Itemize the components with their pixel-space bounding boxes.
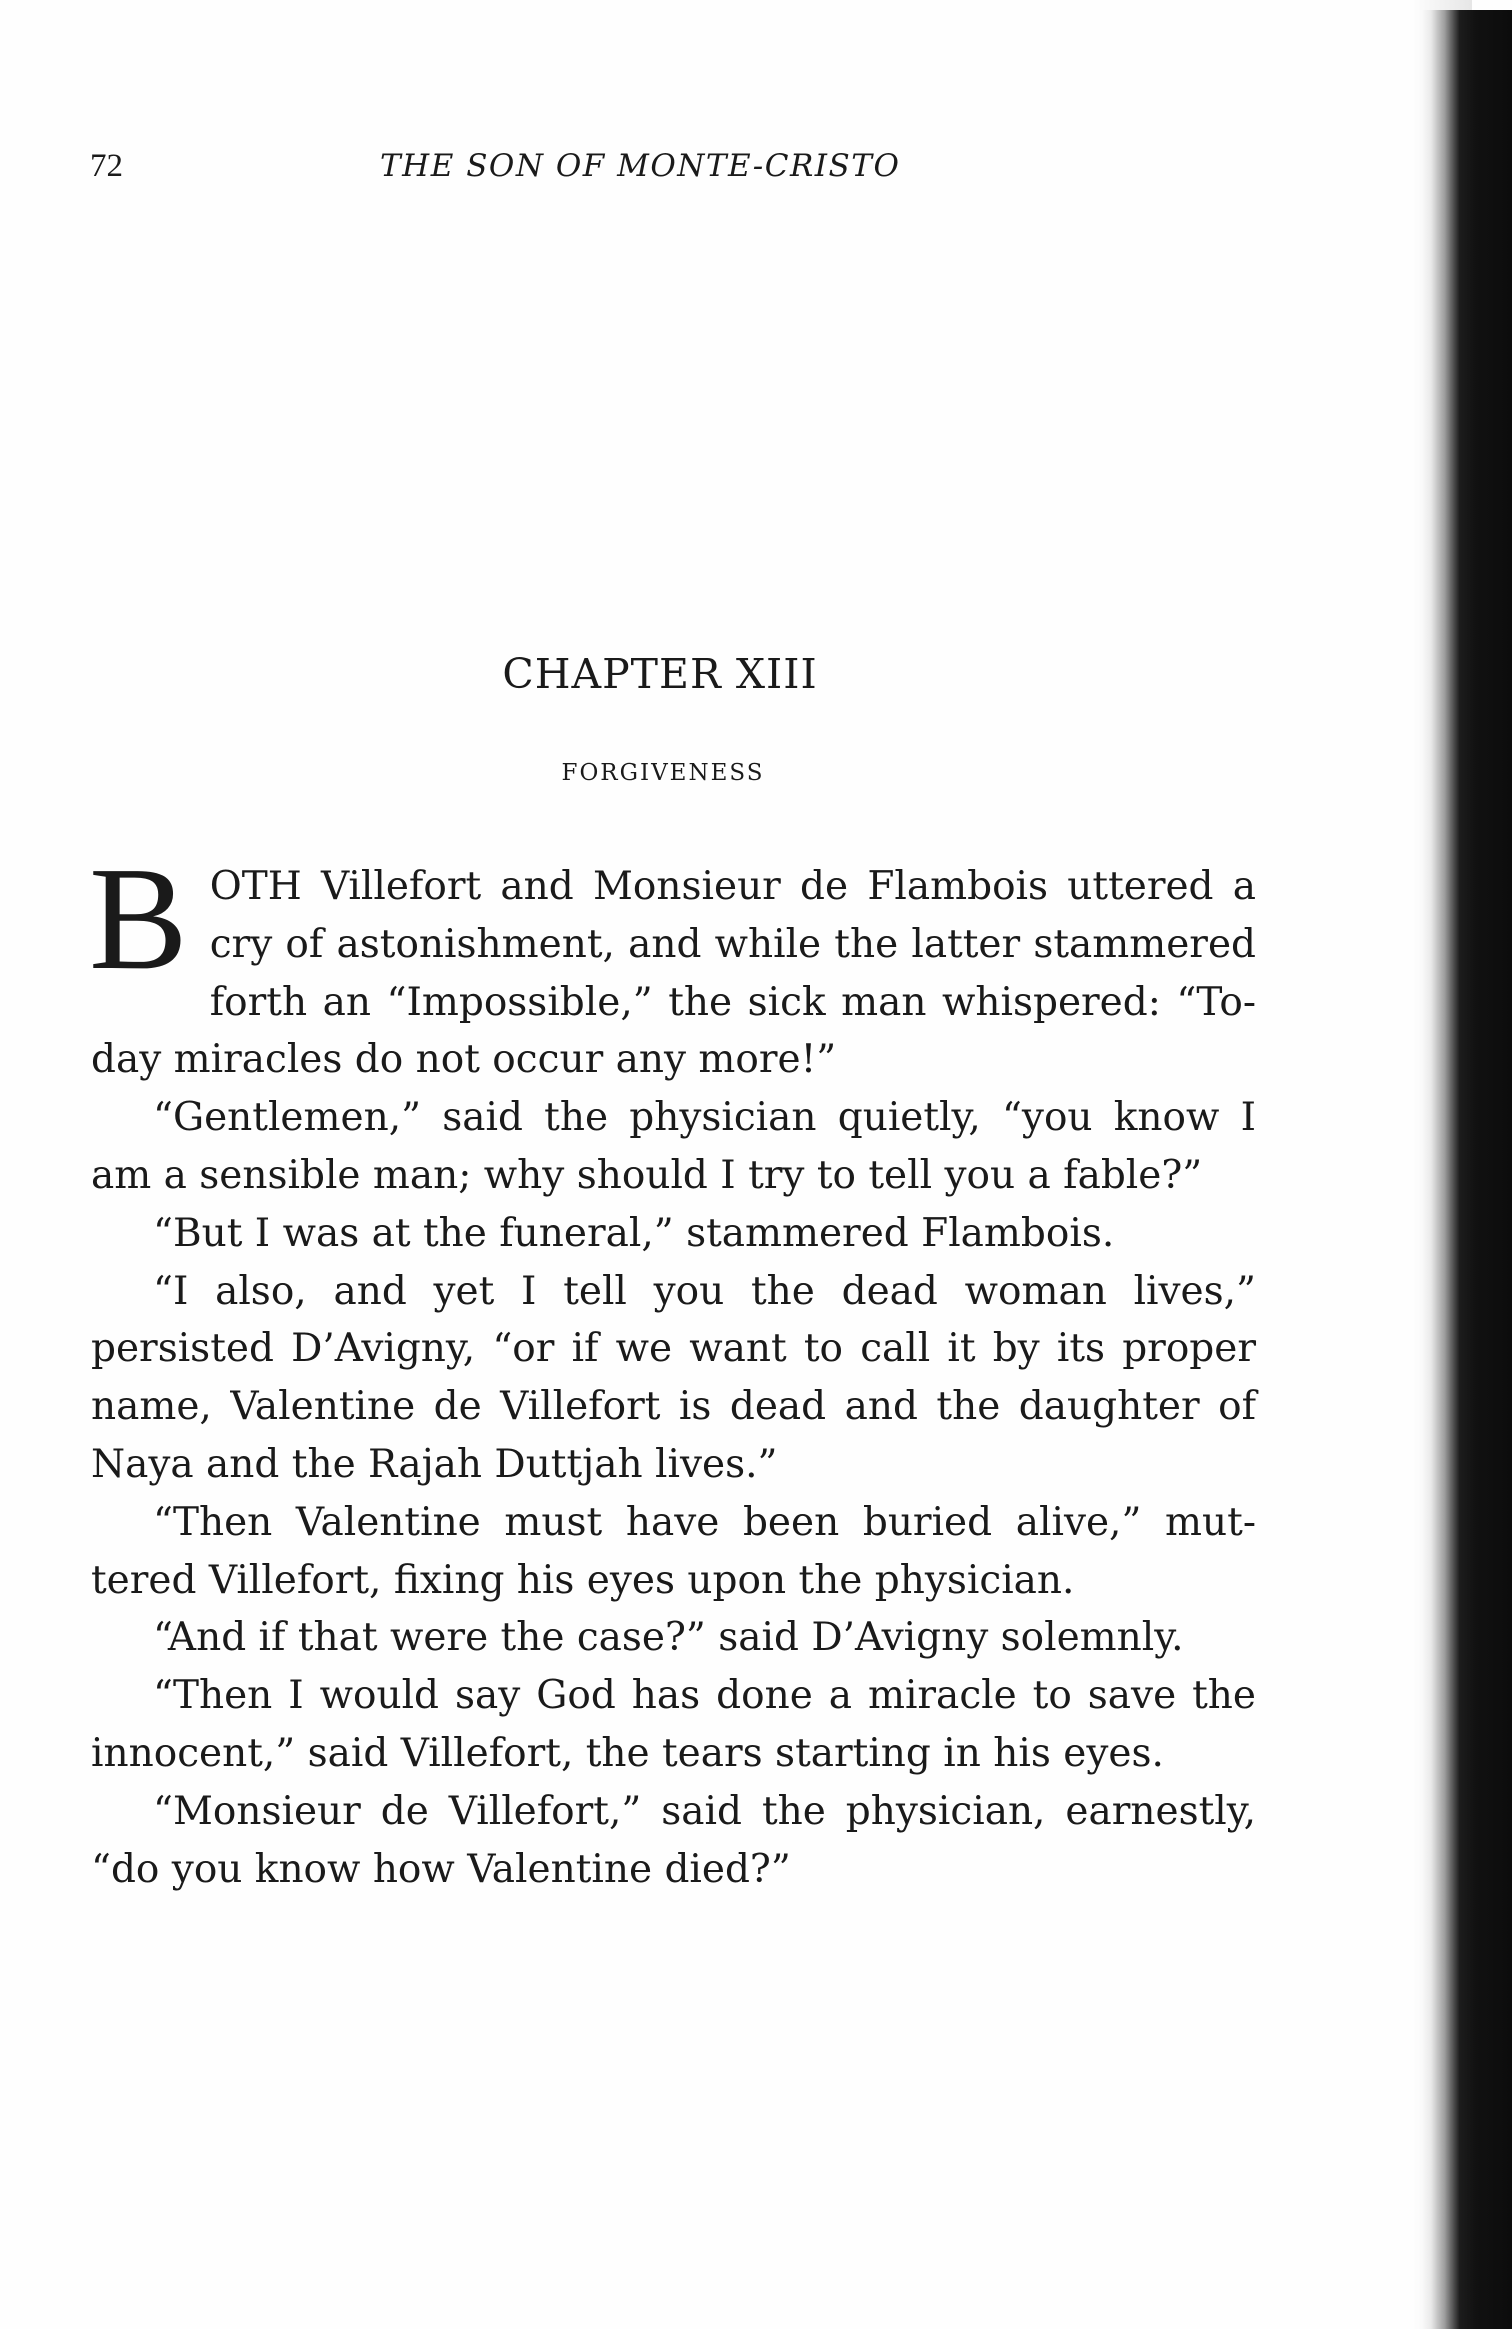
- drop-cap: B: [89, 837, 188, 1001]
- paragraph: “But I was at the funeral,” stammered Flambois.: [153, 1210, 1115, 1256]
- paragraph-text: OTH Villefort and Monsieur de Flambois uttered a cry of astonishment, and while the latter stammered forth an “Impossible,” the sick man whispered: “To-day miracles do not occur any more!”: [91, 864, 1256, 1083]
- binding-shadow: [1422, 10, 1512, 2329]
- chapter-heading: CHAPTER XIII: [502, 650, 818, 698]
- paragraph: “I also, and yet I tell you the dead woman lives,” persisted D’Avigny, “or if we want to call it by its proper name, Valentine de Villefort is dead and the daughter of Naya and the Rajah Duttjah lives.”: [91, 1268, 1256, 1487]
- running-head: [90, 148, 1290, 198]
- paragraph: “Then I would say God has done a miracle to save the innocent,” said Villefort, the tears starting in his eyes.: [91, 1673, 1256, 1776]
- paragraph: “Gentlemen,” said the physician quietly, “you know I am a sensible man; why should I try to tell you a fable?”: [91, 1095, 1256, 1198]
- body-text: [89, 837, 1256, 1898]
- paragraph: “Monsieur de Villefort,” said the physician, earnestly, “do you know how Valentine died?”: [91, 1788, 1256, 1892]
- paragraph: “And if that were the case?” said D’Avigny solemnly.: [153, 1615, 1184, 1661]
- paragraph: “Then Valentine must have been buried alive,” muttered Villefort, fixing his eyes upon the physician.: [91, 1499, 1256, 1603]
- paragraph: [89, 837, 1256, 1089]
- page-number: 72: [90, 148, 123, 184]
- book-title: THE SON OF MONTE-CRISTO: [380, 148, 901, 184]
- chapter-title: FORGIVENESS: [561, 760, 765, 786]
